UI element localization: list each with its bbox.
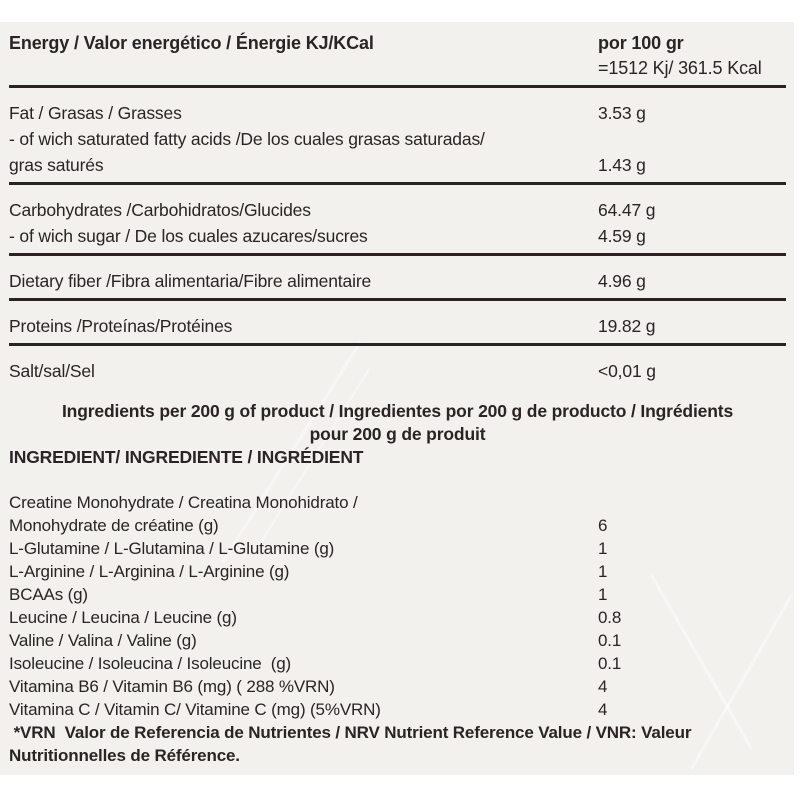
nutrient-label: Proteins /Proteínas/Protéines [9, 316, 233, 336]
nutrient-label: Dietary fiber /Fibra alimentaria/Fibre alimentaire [9, 271, 372, 291]
nutrient-label: Carbohydrates /Carbohidratos/Glucides [9, 200, 311, 220]
ingredient-row-creatine-line2 [9, 514, 786, 537]
ingredient-value: 0.1 [598, 654, 622, 673]
nutrient-value: 19.82 g [598, 316, 656, 336]
ingredient-row-creatine-line1 [9, 491, 786, 514]
ingredients-list [9, 491, 786, 721]
section-divider [9, 343, 786, 346]
energy-value: =1512 Kj/ 361.5 Kcal [598, 58, 762, 78]
vrn-footnote: *VRN Valor de Referencia de Nutrientes / NRV Nutrient Reference Value / VNR: Valeur Nutritionnelles de Référence. [9, 723, 696, 765]
nutrient-value: 3.53 g [598, 103, 646, 123]
ingredient-row-glutamine [9, 537, 786, 560]
nutrient-row-salt [9, 358, 786, 384]
ingredient-row-isoleucine [9, 652, 786, 675]
ingredient-label: Creatine Monohydrate / Creatina Monohidrato / [9, 493, 358, 512]
ingredient-row-arginine [9, 560, 786, 583]
ingredient-row-leucine [9, 606, 786, 629]
ingredients-subtitle: INGREDIENT/ INGREDIENTE / INGRÉDIENT [9, 447, 364, 467]
ingredient-label: Valine / Valina / Valine (g) [9, 631, 197, 650]
energy-row [9, 31, 786, 81]
ingredient-label: Isoleucine / Isoleucina / Isoleucine (g) [9, 654, 292, 673]
ingredient-label: L-Glutamine / L-Glutamina / L-Glutamine (g) [9, 539, 335, 558]
nutrient-value: 64.47 g [598, 200, 656, 220]
ingredient-row-vitamin-c [9, 698, 786, 721]
nutrient-row-saturated-fat-fr [9, 152, 786, 178]
section-divider [9, 182, 786, 185]
ingredient-row-vitamin-b6 [9, 675, 786, 698]
ingredient-label: L-Arginine / L-Arginina / L-Arginine (g) [9, 562, 290, 581]
ingredients-title [9, 400, 786, 446]
ingredient-label: Leucine / Leucina / Leucine (g) [9, 608, 237, 627]
ingredient-row-bcaas [9, 583, 786, 606]
nutrient-value: 4.59 g [598, 226, 646, 246]
nutrient-label: - of wich sugar / De los cuales azucares/sucres [9, 226, 368, 246]
section-divider [9, 253, 786, 256]
energy-values [598, 31, 786, 81]
ingredients-title-line2: pour 200 g de produit [309, 424, 486, 444]
ingredient-value: 4 [598, 677, 608, 696]
nutrient-row-carbohydrates [9, 197, 786, 223]
nutrient-row-saturated-fat [9, 126, 786, 152]
nutrient-value: <0,01 g [598, 361, 656, 381]
ingredient-value: 6 [598, 516, 608, 535]
nutrient-row-fiber [9, 268, 786, 294]
ingredient-label: Vitamina B6 / Vitamin B6 (mg) ( 288 %VRN) [9, 677, 335, 696]
ingredient-value: 1 [598, 539, 608, 558]
ingredient-value: 4 [598, 700, 608, 719]
ingredient-row-valine [9, 629, 786, 652]
nutrient-value: 1.43 g [598, 155, 646, 175]
nutrient-label: - of wich saturated fatty acids /De los cuales grasas saturadas/ [9, 129, 485, 149]
ingredients-title-line1: Ingredients per 200 g of product / Ingredientes por 200 g de producto / Ingrédients [61, 401, 734, 421]
ingredient-value: 1 [598, 585, 608, 604]
label-content [9, 31, 786, 767]
ingredient-value [598, 491, 786, 514]
nutrient-row-sugar [9, 223, 786, 249]
nutrient-row-fat [9, 100, 786, 126]
nutrient-label: Fat / Grasas / Grasses [9, 103, 182, 123]
energy-label: Energy / Valor energético / Énergie KJ/KCal [9, 33, 374, 53]
nutrient-label: gras saturés [9, 155, 104, 175]
section-divider [9, 85, 786, 88]
ingredient-label: Vitamina C / Vitamin C/ Vitamine C (mg) (5%VRN) [9, 700, 381, 719]
ingredient-value: 0.1 [598, 631, 622, 650]
section-divider [9, 298, 786, 301]
nutrient-value [598, 126, 786, 152]
ingredient-value: 0.8 [598, 608, 622, 627]
ingredient-label: BCAAs (g) [9, 585, 88, 604]
ingredient-label: Monohydrate de créatine (g) [9, 516, 219, 535]
ingredient-value: 1 [598, 562, 608, 581]
per-100g-label: por 100 gr [598, 33, 684, 53]
nutrient-value: 4.96 g [598, 271, 646, 291]
nutrient-label: Salt/sal/Sel [9, 361, 95, 381]
nutrition-facts-panel [0, 22, 794, 775]
nutrient-row-proteins [9, 313, 786, 339]
